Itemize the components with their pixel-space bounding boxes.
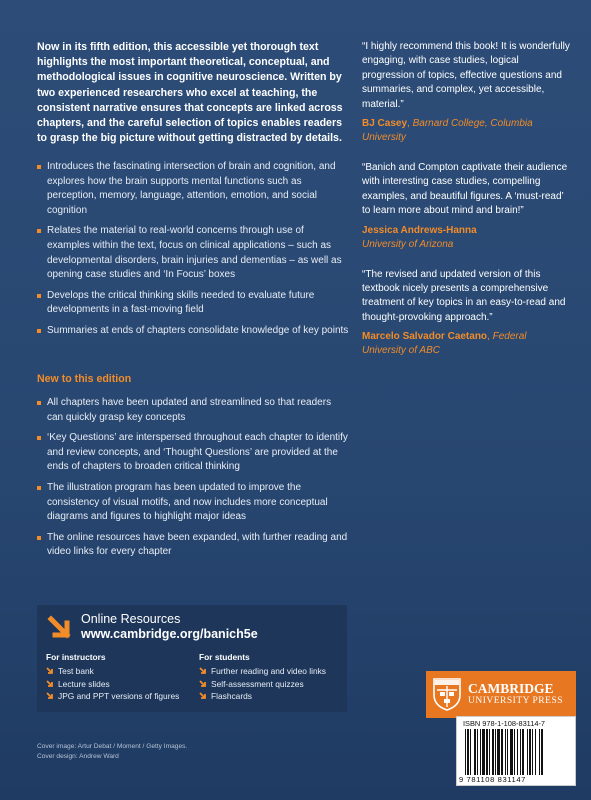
small-orange-arrow-icon [46,667,54,675]
instructor-heading: For instructors [46,652,106,662]
barcode-bar [477,729,478,775]
isbn-label: ISBN 978-1-108-83114-7 [463,719,546,728]
barcode-bar [465,729,466,775]
small-orange-arrow-icon [199,667,207,675]
list-item: Introduces the fascinating intersection of brain and cognition, and explores how the brain supports mental functions such as perception, memory, language, attention, emotion, and social cognition [37,160,349,218]
barcode-bar [522,729,524,775]
cover-credits [37,742,187,762]
bullet-square-icon [37,436,41,440]
endorsement [362,40,572,145]
small-orange-arrow-icon [199,692,207,700]
small-orange-arrow-icon [46,680,54,688]
list-item: ‘Key Questions’ are interspersed throughout each chapter to identify and review concepts, and ‘Thought Questions’ are provided at the ends of chapters to broaden critical thinking [37,431,349,475]
list-item: Further reading and video links [199,665,326,678]
barcode-bar [517,729,518,775]
barcode-bar [482,729,485,775]
book-description: Now in its fifth edition, this accessible yet thorough text highlights the most important theoretical, conceptual, and methodological issues in cognitive neuroscience. Written by two experienced researchers who excel at teaching, the consistent narrative ensures that concepts are linked across chapters, and the careful selection of topics enables readers to grasp the big picture without getting distracted by details. [37,41,343,145]
publisher-logo [426,671,576,718]
list-item: Test bank [46,665,179,678]
barcode-bar [532,729,533,775]
list-item: Self-assessment quizzes [199,678,326,691]
publisher-name: CAMBRIDGE UNIVERSITY PRESS [468,680,564,706]
barcode-bar [507,729,508,775]
list-item: The online resources have been expanded, with further reading and video links for every chapter [37,531,349,560]
endorsement-author: BJ Casey, Barnard College, Columbia University [362,118,533,144]
barcode-bar [510,729,513,775]
barcode-bar [467,729,469,775]
endorsement [362,161,572,252]
barcode-bar [535,729,536,775]
endorsements [362,40,572,374]
online-resources-box [37,605,347,712]
list-item: All chapters have been updated and streamlined so that readers can quickly grasp key concepts [37,396,349,425]
new-edition-list [37,396,349,566]
barcode-bar [486,729,488,775]
new-edition-heading: New to this edition [37,373,132,385]
barcode-bar [529,729,531,775]
endorsement-author: Marcelo Salvador Caetano, Federal University of ABC [362,331,527,357]
bullet-square-icon [37,294,41,298]
bullet-square-icon [37,536,41,540]
barcode-bar [501,729,503,775]
barcode-bar [541,729,543,775]
resources-title: Online Resources [81,612,181,626]
list-item: Flashcards [199,690,326,703]
isbn-barcode [456,716,576,786]
barcode-bar [497,729,500,775]
endorsement-quote: “I highly recommend this book! It is wonderfully engaging, with case studies, logical progression of topics, effective questions and summaries, and complex, yet accessible, material.” [362,41,570,110]
endorsement-author: Jessica Andrews-Hanna University of Arizona [362,224,477,250]
instructor-resources [46,652,179,703]
barcode-bar [480,729,481,775]
small-orange-arrow-icon [199,680,207,688]
bullet-square-icon [37,229,41,233]
barcode-bar [470,729,471,775]
bullet-square-icon [37,401,41,405]
bullet-square-icon [37,165,41,169]
endorsement [362,268,572,359]
barcode-bar [505,729,506,775]
feature-list [37,160,349,345]
barcode-bar [514,729,515,775]
endorsement-quote: “The revised and updated version of this textbook nicely presents a comprehensive treatment of key topics in an easy-to-read and thought-provoking approach.” [362,268,566,323]
list-item: JPG and PPT versions of figures [46,690,179,703]
cambridge-crest-icon [432,677,462,712]
small-orange-arrow-icon [46,692,54,700]
list-item: The illustration program has been updated to improve the consistency of visual motifs, and now includes more conceptual diagrams and figures to highlight major ideas [37,481,349,525]
list-item: Relates the material to real-world concerns through use of examples within the text, focus on clinical applications – such as developmental disorders, brain injuries and dementias – as well as opening case studies and ‘In Focus’ boxes [37,224,349,282]
orange-arrow-icon [46,614,74,642]
list-item: Summaries at ends of chapters consolidate knowledge of key points [37,324,349,339]
endorsement-quote: “Banich and Compton captivate their audience with interesting case studies, compelling examples, and beautiful figures. A ‘must-read’ to learn more about mind and brain!” [362,162,568,217]
student-heading: For students [199,652,250,662]
barcode-bar [520,729,521,775]
student-resources [199,652,326,703]
barcode-icon [463,729,571,775]
resources-url-link[interactable]: www.cambridge.org/banich5e [81,627,258,641]
bullet-square-icon [37,329,41,333]
cover-design-credit: Cover design: Andrew Ward [37,753,119,760]
barcode-bar [492,729,494,775]
barcode-bar [495,729,496,775]
barcode-bar [489,729,490,775]
cover-image-credit: Cover image: Artur Debat / Moment / Getty Images. [37,743,188,750]
list-item: Lecture slides [46,678,179,691]
barcode-bar [527,729,528,775]
bullet-square-icon [37,486,41,490]
barcode-bar [474,729,476,775]
list-item: Develops the critical thinking skills needed to evaluate future developments in a fast-moving field [37,289,349,318]
barcode-number: 9 781108 831147 [459,775,526,784]
barcode-bar [539,729,540,775]
